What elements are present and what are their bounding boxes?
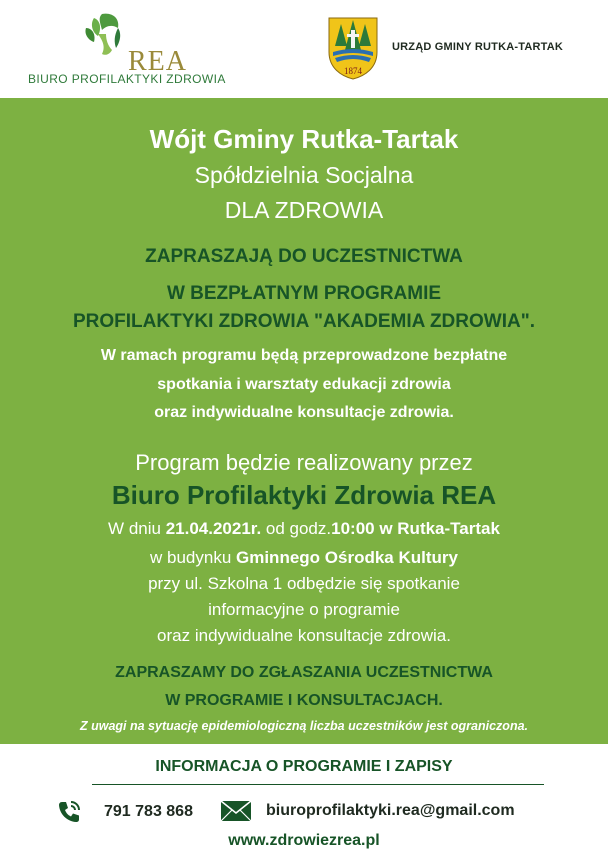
leaf-face-icon [72, 10, 132, 62]
event-venue: Gminnego Ośrodka Kultury [236, 548, 458, 567]
invitation-line-2: W BEZPŁATNYM PROGRAMIE [166, 283, 442, 304]
rea-logo-text: REA [128, 46, 187, 77]
event-venue-line [0, 548, 608, 568]
phone-number[interactable]: 791 783 868 [104, 803, 193, 820]
venue-prefix: w budynku [150, 548, 236, 567]
website-link[interactable]: www.zdrowiezrea.pl [228, 832, 380, 849]
office-name: URZĄD GMINY RUTKA-TARTAK [392, 41, 564, 53]
headline-mayor: Wójt Gminy Rutka-Tartak [149, 124, 459, 154]
envelope-icon [220, 800, 252, 822]
program-desc-2: spotkania i warsztaty edukacji zdrowia [157, 376, 451, 393]
invitation-line-1: ZAPRASZAJĄ DO UCZESTNICTWA [145, 246, 463, 267]
epidemic-notice: Z uwagi na sytuację epidemiologiczną liczba uczestników jest ograniczona. [79, 719, 529, 733]
invitation-panel [0, 98, 608, 744]
info-title: INFORMACJA O PROGRAMIE I ZAPISY [155, 758, 453, 775]
rea-subtitle: BIURO PROFILAKTYKI ZDROWIA [28, 72, 226, 86]
signup-call-2: W PROGRAMIE I KONSULTACJACH. [165, 692, 443, 709]
headline-cooperative: Spółdzielnia Socjalna [194, 162, 414, 188]
organizer-name: Biuro Profilaktyki Zdrowia REA [111, 480, 497, 510]
email-link[interactable]: biuroprofilaktyki.rea@gmail.com [266, 802, 515, 819]
event-location: w Rutka-Tartak [374, 519, 500, 538]
footer [0, 744, 608, 861]
program-desc-1: W ramach programu będą przeprowadzone bezpłatne [100, 347, 508, 364]
date-prefix: W dniu [108, 519, 166, 538]
invitation-line-3: PROFILAKTYKI ZDROWIA "AKADEMIA ZDROWIA". [72, 311, 535, 332]
signup-call-1: ZAPRASZAMY DO ZGŁASZANIA UCZESTNICTWA [115, 664, 493, 681]
event-consult-line: oraz indywidualne konsultacje zdrowia. [157, 626, 451, 645]
event-address-line: przy ul. Szkolna 1 odbędzie się spotkanie [148, 574, 460, 593]
header [0, 0, 608, 98]
footer-divider [92, 784, 544, 785]
crest-year: 1874 [344, 66, 362, 76]
event-date-line [0, 519, 608, 539]
event-time: 10:00 [331, 519, 375, 538]
phone-icon [56, 799, 82, 825]
realized-by-label: Program będzie realizowany przez [135, 450, 473, 475]
program-desc-3: oraz indywidualne konsultacje zdrowia. [154, 404, 454, 421]
municipality-crest [327, 16, 379, 80]
headline-cooperative-name: DLA ZDROWIA [224, 197, 384, 223]
event-info-line: informacyjne o programie [208, 600, 400, 619]
rea-logo [28, 10, 228, 90]
time-prefix: od godz. [261, 519, 332, 538]
event-date: 21.04.2021r. [165, 519, 262, 538]
